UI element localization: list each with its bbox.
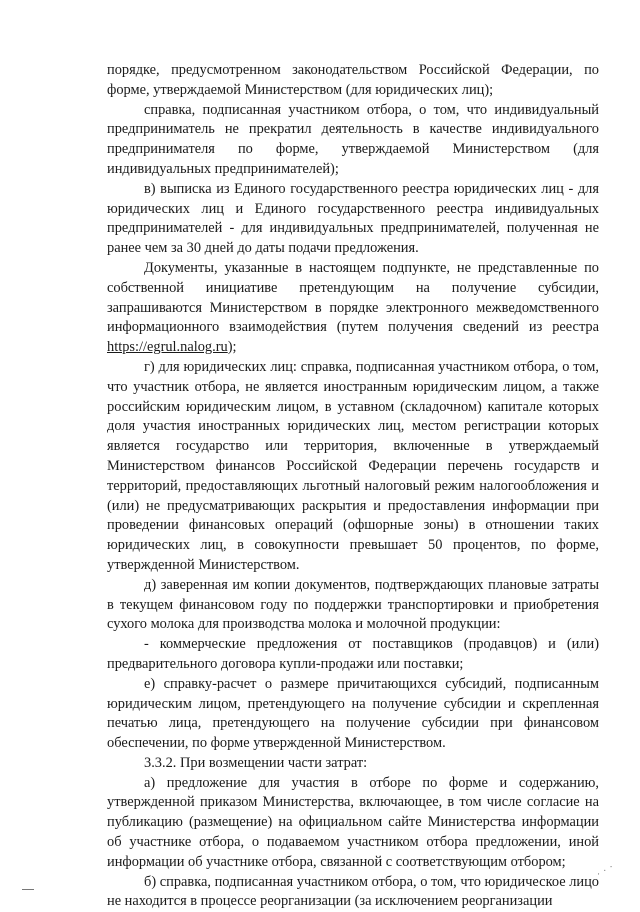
paragraph-6: д) заверенная им копии документов, подтверждающих плановые затраты в текущем финансовом году по поддержки транспортировки и приобретения сухого молока для производства молока и молочной продукции: [107, 576, 599, 633]
paragraph-4-tail: ); [227, 339, 237, 356]
paragraph-10: а) предложение для участия в отборе по форме и содержанию, утвержденной приказом Министерства, включающее, в том числе согласие на публикацию (размещение) на официальном сайте Министерства информации об участнике отбора, о подаваемом участником отбора предложении, иной информации об участнике отбора, связанной с соответствующим отбором; [107, 774, 599, 870]
paragraph-3: в) выписка из Единого государственного реестра юридических лиц - для юридических лиц и Единого государственного реестра индивидуальных предпринимателей - для индивидуальных предпринимателей, полученная не ранее чем за 30 дней до даты подачи предложения. [107, 180, 599, 257]
egrul-link[interactable]: https://egrul.nalog.ru [107, 339, 228, 356]
paragraph-1: порядке, предусмотренном законодательством Российской Федерации, по форме, утверждаемой Министерством (для юридических лиц); [107, 62, 599, 98]
paragraph-5: г) для юридических лиц: справка, подписанная участником отбора, о том, что участник отбора, не является иностранным юридическим лицом, а также российским юридическим лицом, в уставном (складочном) капитале которых доля участия иностранных юридических лиц, местом регистрации которых является государство или территория, включенные в утверждаемый Министерством финансов Российской Федерации перечень государств и территорий, предоставляющих льготный налоговый режим налогообложения и (или) не предусматривающих раскрытия и предоставления информации при проведении финансовых операций (офшорные зоны) в отношении таких юридических лиц, в совокупности превышает 50 процентов, по форме, утвержденной Министерством. [107, 358, 599, 573]
document-body [107, 61, 599, 912]
paragraph-4 [107, 259, 599, 358]
paragraph-2: справка, подписанная участником отбора, о том, что индивидуальный предприниматель не прекратил деятельность в качестве индивидуального предпринимателя по форме, утверждаемой Министерством (для индивидуальных предпринимателей); [107, 101, 599, 177]
scan-dash [22, 889, 34, 890]
paragraph-7: - коммерческие предложения от поставщиков (продавцов) и (или) предварительного договора купли-продажи или поставки; [107, 636, 599, 672]
paragraph-4-text: Документы, указанные в настоящем подпункте, не представленные по собственной инициативе претендующим на получение субсидии, запрашиваются Министерством в порядке электронного межведомственного информационного взаимодействия (путем получения сведений из реестра [107, 259, 599, 336]
paragraph-8: е) справку-расчет о размере причитающихся субсидий, подписанным юридическим лицом, претендующего на получение субсидии и скрепленная печатью лица, претендующего на получение субсидии при финансовом обеспечении, по форме утвержденной Министерством. [107, 675, 599, 752]
scan-mark: · · · [594, 861, 616, 879]
paragraph-9: 3.3.2. При возмещении части затрат: [144, 754, 368, 771]
paragraph-11: б) справка, подписанная участником отбора, о том, что юридическое лицо не находится в процессе реорганизации (за исключением реорганизации [107, 873, 599, 910]
